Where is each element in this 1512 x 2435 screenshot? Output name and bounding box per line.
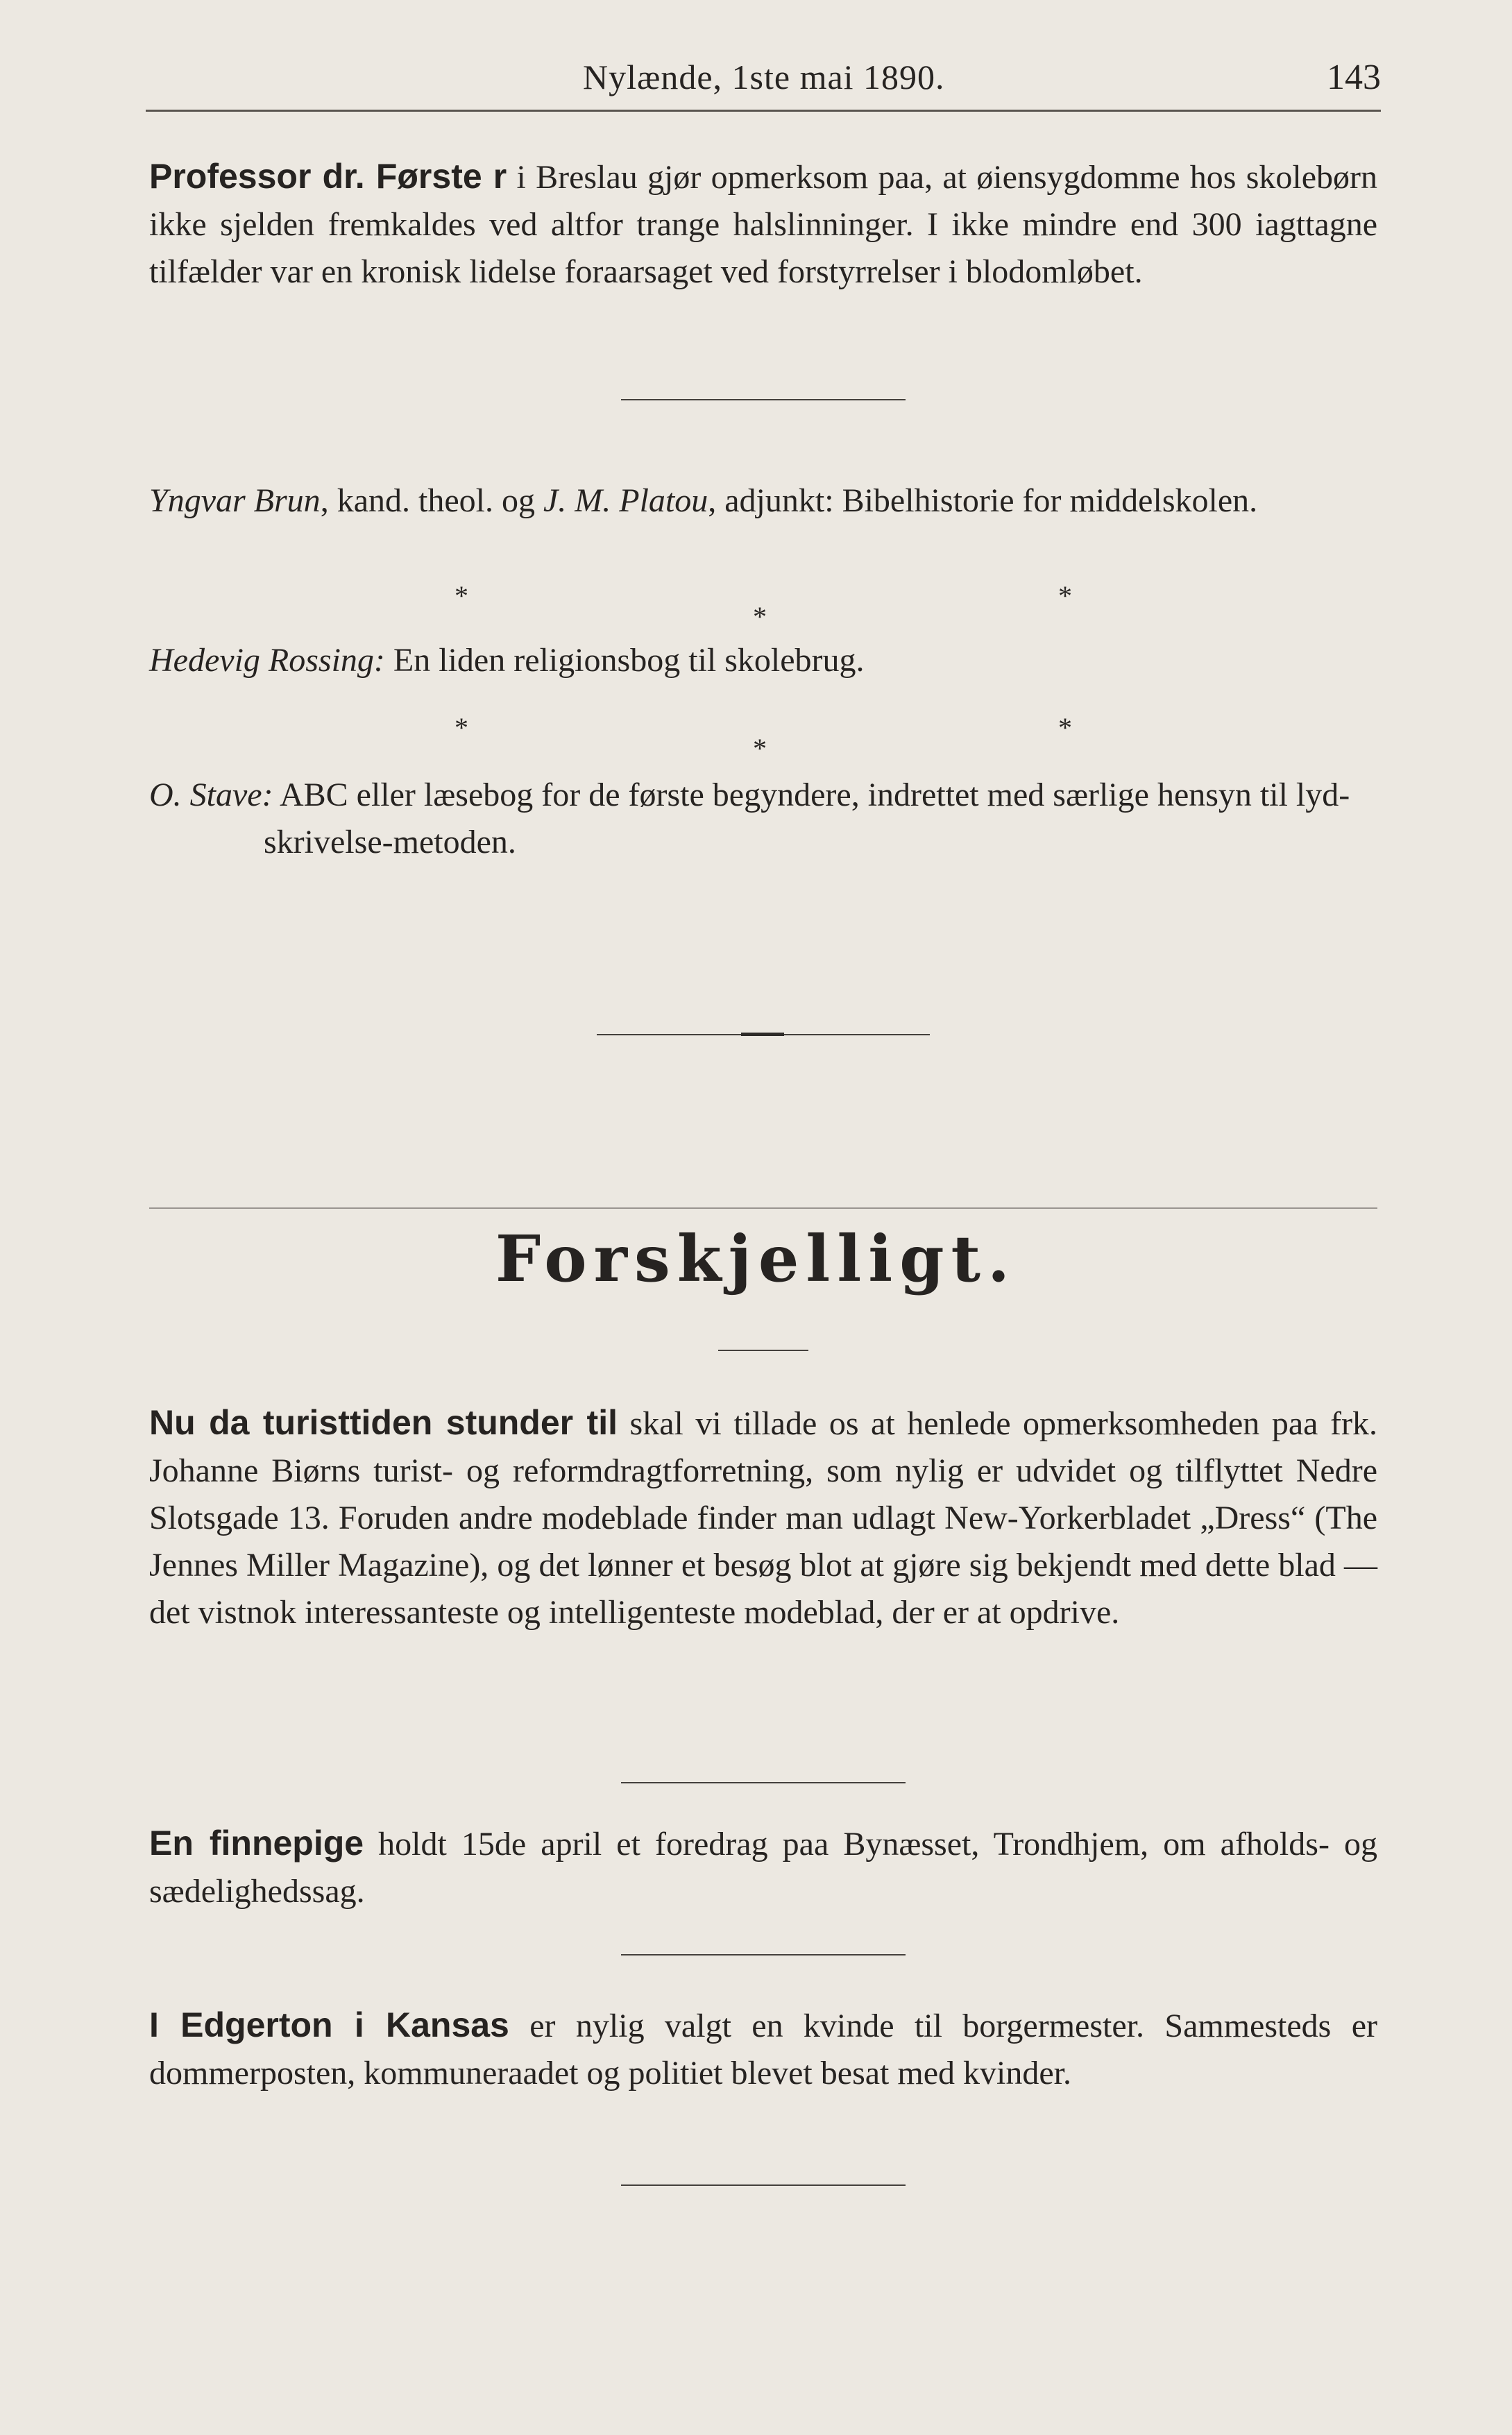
asterisk: * — [753, 601, 767, 632]
header-rule — [146, 110, 1381, 112]
author-name: Yngvar Brun — [149, 482, 321, 519]
entry-middle: , kand. theol. og — [320, 482, 543, 519]
page-header — [146, 57, 1381, 112]
separator-rule — [621, 1954, 906, 1955]
author-name: O. Stave: — [149, 777, 273, 813]
item-text: i Breslau gjør opmerksom paa, at øiensygdomme hos skolebørn ikke sjelden fremkaldes ved altfor trange halslinninger. I ikke mindre end 300 iagttagne tilfælder var en kronisk lidelse foraarsaget ved forstyrrelser i blodomløbet. — [149, 159, 1378, 290]
section-divider-center — [741, 1033, 784, 1036]
section-top-rule — [149, 1207, 1377, 1209]
item-text: skal vi tillade os at henlede opmerksomheden paa frk. Johanne Biørns turist- og reformdragtforretning, som nylig er udvidet og tilflyttet Nedre Slotsgade 13. Foruden andre modeblade finder man udlagt New-Yorkerbladet „Dress“ (The Jennes Miller Magazine), og det lønner et besøg blot at gjøre sig bekjendt med dette blad — det vistnok interessanteste og intelligenteste modeblad, der er at opdrive. — [149, 1405, 1377, 1631]
separator-rule — [621, 399, 906, 400]
section-title: Forskjelligt. — [495, 1221, 1017, 1296]
news-item-forster — [149, 153, 1377, 296]
page-number: 143 — [1327, 58, 1381, 97]
asterisk: * — [455, 712, 468, 743]
author-name: Hedevig Rossing: — [149, 642, 385, 679]
asterisk: * — [1058, 712, 1072, 743]
news-item-finnepige — [149, 1819, 1377, 1915]
asterisk: * — [1058, 580, 1072, 611]
entry-title: En liden religionsbog til skolebrug. — [384, 642, 865, 679]
asterisk: * — [455, 580, 468, 611]
running-title: Nylænde, 1ste mai 1890. — [583, 58, 945, 96]
bibliography-entry-rossing — [149, 637, 1377, 684]
item-text: holdt 15de april et foredrag paa Bynæsset, Trondhjem, om afholds- og sædelighedssag. — [149, 1826, 1377, 1910]
entry-title: ABC eller læsebog for de første begyndere, indrettet med særlige hensyn til lyd-skrivelse-metoden. — [264, 777, 1350, 860]
author-name-2: J. M. Platou — [543, 482, 708, 519]
item-lead: Nu da turisttiden stunder til — [149, 1403, 618, 1442]
separator-rule — [621, 2184, 906, 2186]
asterisk: * — [753, 733, 767, 764]
entry-title: , adjunkt: Bibelhistorie for middelskolen. — [708, 482, 1258, 519]
separator-rule — [621, 1782, 906, 1783]
news-item-turisttiden — [149, 1399, 1377, 1636]
title-underline — [718, 1350, 808, 1351]
news-item-edgerton — [149, 2001, 1377, 2097]
asterisk-divider — [149, 579, 1377, 635]
item-lead: Professor dr. Første r — [149, 157, 507, 196]
bibliography-entry-stave — [149, 772, 1377, 866]
bibliography-entry-brun-platou — [149, 477, 1377, 525]
item-text: er nylig valgt en kvinde til borgermester. Sammesteds er dommerposten, kommuneraadet og politiet blevet besat med kvinder. — [149, 2008, 1378, 2092]
item-lead: I Edgerton i Kansas — [149, 2005, 509, 2044]
asterisk-divider — [149, 711, 1377, 767]
item-lead: En finnepige — [149, 1824, 364, 1863]
